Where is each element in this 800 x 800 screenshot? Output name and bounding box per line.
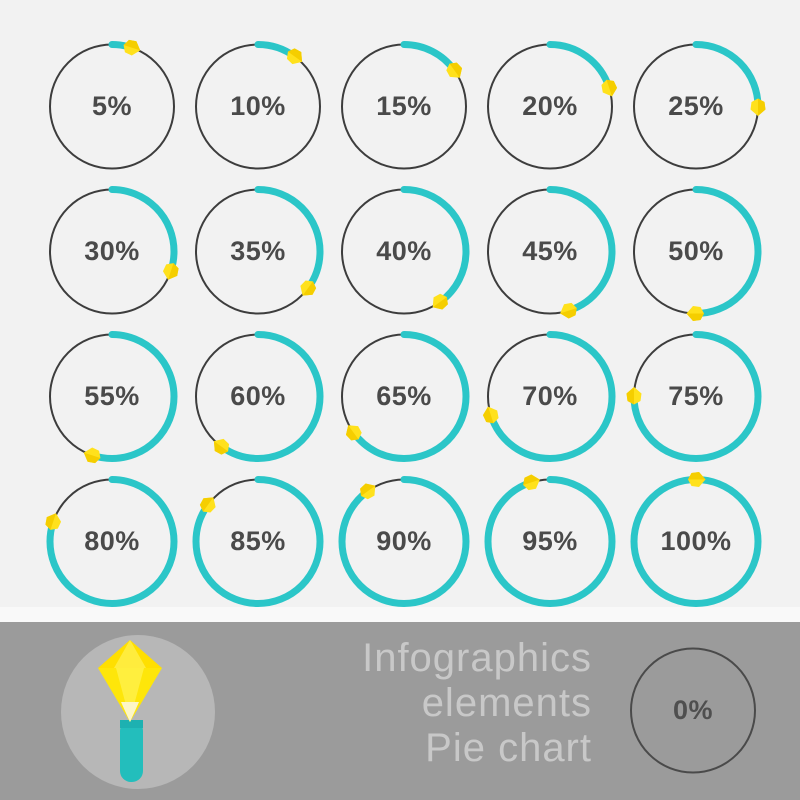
footer-title [362,636,592,771]
ring-label: 30% [84,236,140,266]
sample-ring-0 [620,638,766,783]
gem-torch-icon [58,632,218,792]
pie-ring-15 [331,34,477,179]
footer-title-line-2: elements [421,681,592,725]
pie-ring-25 [623,34,769,179]
ring-label: 45% [522,236,578,266]
ring-label: 35% [230,236,286,266]
pie-ring-55 [39,324,185,469]
pie-ring-75 [623,324,769,469]
pie-ring-60 [185,324,331,469]
pie-ring-45 [477,179,623,324]
footer-title-line-3: Pie chart [425,726,592,770]
pie-ring-95 [477,469,623,614]
pie-ring-40 [331,179,477,324]
ring-label: 40% [376,236,432,266]
ring-label: 15% [376,91,432,121]
torch-handle [120,720,143,782]
footer-title-line-1: Infographics [362,636,592,680]
ring-label: 5% [91,91,133,121]
ring-label: 65% [376,381,432,411]
ring-label: 75% [668,381,724,411]
ring-label: 20% [522,91,578,121]
ring-label: 25% [668,91,724,121]
divider-strip [0,607,800,622]
ring-label: 70% [522,381,578,411]
footer-banner [0,622,800,800]
pie-ring-10 [185,34,331,179]
ring-label: 55% [84,381,140,411]
ring-label: 100% [660,526,732,556]
ring-label: 80% [84,526,140,556]
pie-ring-70 [477,324,623,469]
ring-label: 85% [230,526,286,556]
torch-icon-circle [58,632,218,792]
pie-ring-50 [623,179,769,324]
torch-handle-top-edge [120,720,143,728]
pie-grid [39,34,769,614]
pie-ring-20 [477,34,623,179]
ring-label: 95% [522,526,578,556]
ring-label: 90% [376,526,432,556]
sample-ring-label: 0% [672,695,714,725]
ring-label: 60% [230,381,286,411]
pie-ring-65 [331,324,477,469]
pie-ring-35 [185,179,331,324]
pie-ring-90 [331,469,477,614]
pie-ring-80 [39,469,185,614]
pie-ring-100 [623,469,769,614]
ring-label: 50% [668,236,724,266]
pie-ring-85 [185,469,331,614]
pie-ring-5 [39,34,185,179]
pie-ring-30 [39,179,185,324]
ring-label: 10% [230,91,286,121]
